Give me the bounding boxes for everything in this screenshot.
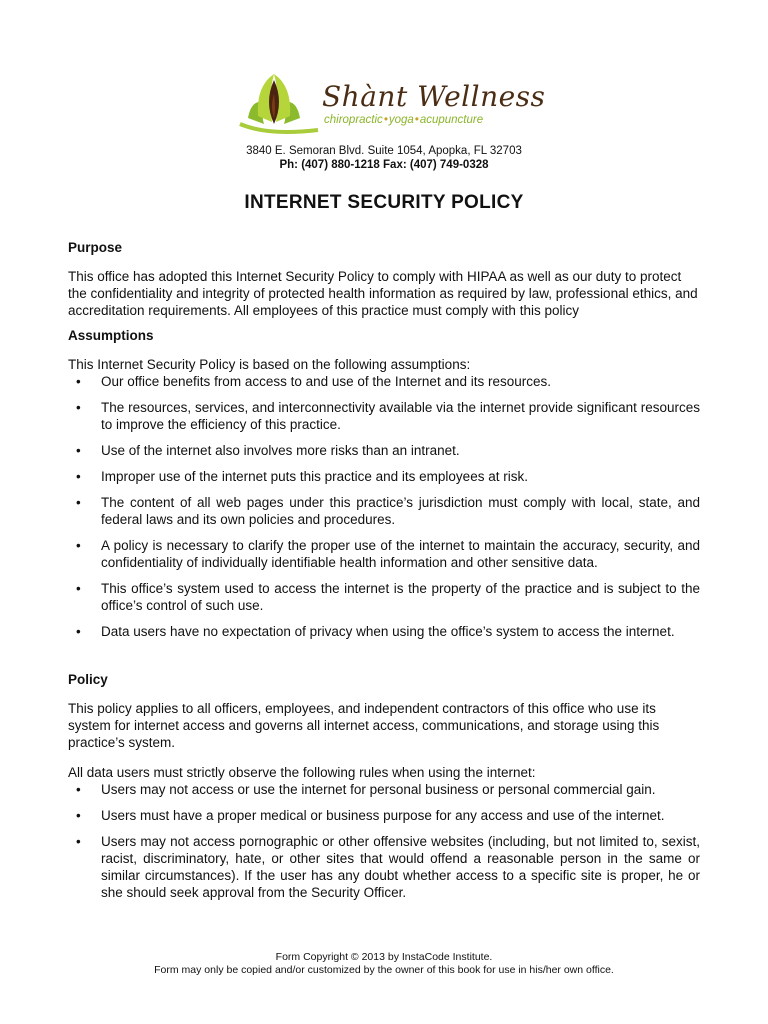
list-item: • The resources, services, and interconnectivity available via the internet provide significant resources to improve the efficiency of this practice. <box>68 399 700 433</box>
tagline-item: yoga <box>388 114 414 126</box>
copyright-line: Form Copyright © 2013 by InstaCode Institute. <box>275 951 493 963</box>
address-block <box>0 144 768 172</box>
assumptions-heading: Assumptions <box>68 328 154 343</box>
policy-heading: Policy <box>68 672 108 687</box>
brand-tagline <box>324 114 483 126</box>
tagline-item: chiropractic <box>324 114 383 126</box>
rules-intro: All data users must strictly observe the following rules when using the internet: <box>68 765 536 780</box>
assumptions-intro: This Internet Security Policy is based on the following assumptions: <box>68 357 471 372</box>
list-item: • Users may not access or use the internet for personal business or personal commercial gain. <box>68 781 700 798</box>
list-item: • Data users have no expectation of privacy when using the office’s system to access the internet. <box>68 623 700 640</box>
list-item: • A policy is necessary to clarify the proper use of the internet to maintain the accuracy, security, and confidentiality of individually identifiable health information and other sensitive data. <box>68 537 700 571</box>
lotus-logo-icon <box>238 66 322 136</box>
tagline-item: acupuncture <box>419 114 484 126</box>
tagline-separator: • <box>414 114 419 126</box>
rules-list <box>68 781 700 901</box>
list-item: • This office’s system used to access the internet is the property of the practice and is subject to the office’s control of such use. <box>68 580 700 614</box>
assumptions-list <box>68 373 700 640</box>
list-item: • Our office benefits from access to and use of the Internet and its resources. <box>68 373 700 390</box>
document-body <box>68 239 700 910</box>
footer <box>0 951 768 977</box>
usage-notice: Form may only be copied and/or customized by the owner of this book for use in his/her own office. <box>154 964 614 976</box>
policy-text: This policy applies to all officers, employees, and independent contractors of this office who use its system for internet access and governs all internet access, communications, and storage using this practice’s system. <box>68 701 660 750</box>
street-address: 3840 E. Semoran Blvd. Suite 1054, Apopka, FL 32703 <box>246 145 522 157</box>
list-item: • The content of all web pages under this practice’s jurisdiction must comply with local, state, and federal laws and its own policies and procedures. <box>68 494 700 528</box>
section-spacer <box>68 649 700 671</box>
phone-fax: Ph: (407) 880-1218 Fax: (407) 749-0328 <box>279 159 489 171</box>
logo <box>238 66 546 136</box>
brand-name: Shànt Wellness <box>322 80 546 113</box>
document-title: INTERNET SECURITY POLICY <box>244 192 524 213</box>
tagline-separator: • <box>383 114 388 126</box>
purpose-text: This office has adopted this Internet Security Policy to comply with HIPAA as well as our duty to protect the confidentiality and integrity of protected health information as required by law, professional ethics, and accreditation requirements. All employees of this practice must comply with this policy <box>68 269 698 318</box>
list-item: • Users must have a proper medical or business purpose for any access and use of the internet. <box>68 807 700 824</box>
list-item: • Users may not access pornographic or other offensive websites (including, but not limited to, sexist, racist, discriminatory, hate, or other sites that would offend a reasonable person in the same or similar circumstances). If the user has any doubt whether access to a specific site is proper, he or she should seek approval from the Security Officer. <box>68 833 700 901</box>
list-item: • Improper use of the internet puts this practice and its employees at risk. <box>68 468 700 485</box>
purpose-heading: Purpose <box>68 240 123 255</box>
list-item: • Use of the internet also involves more risks than an intranet. <box>68 442 700 459</box>
